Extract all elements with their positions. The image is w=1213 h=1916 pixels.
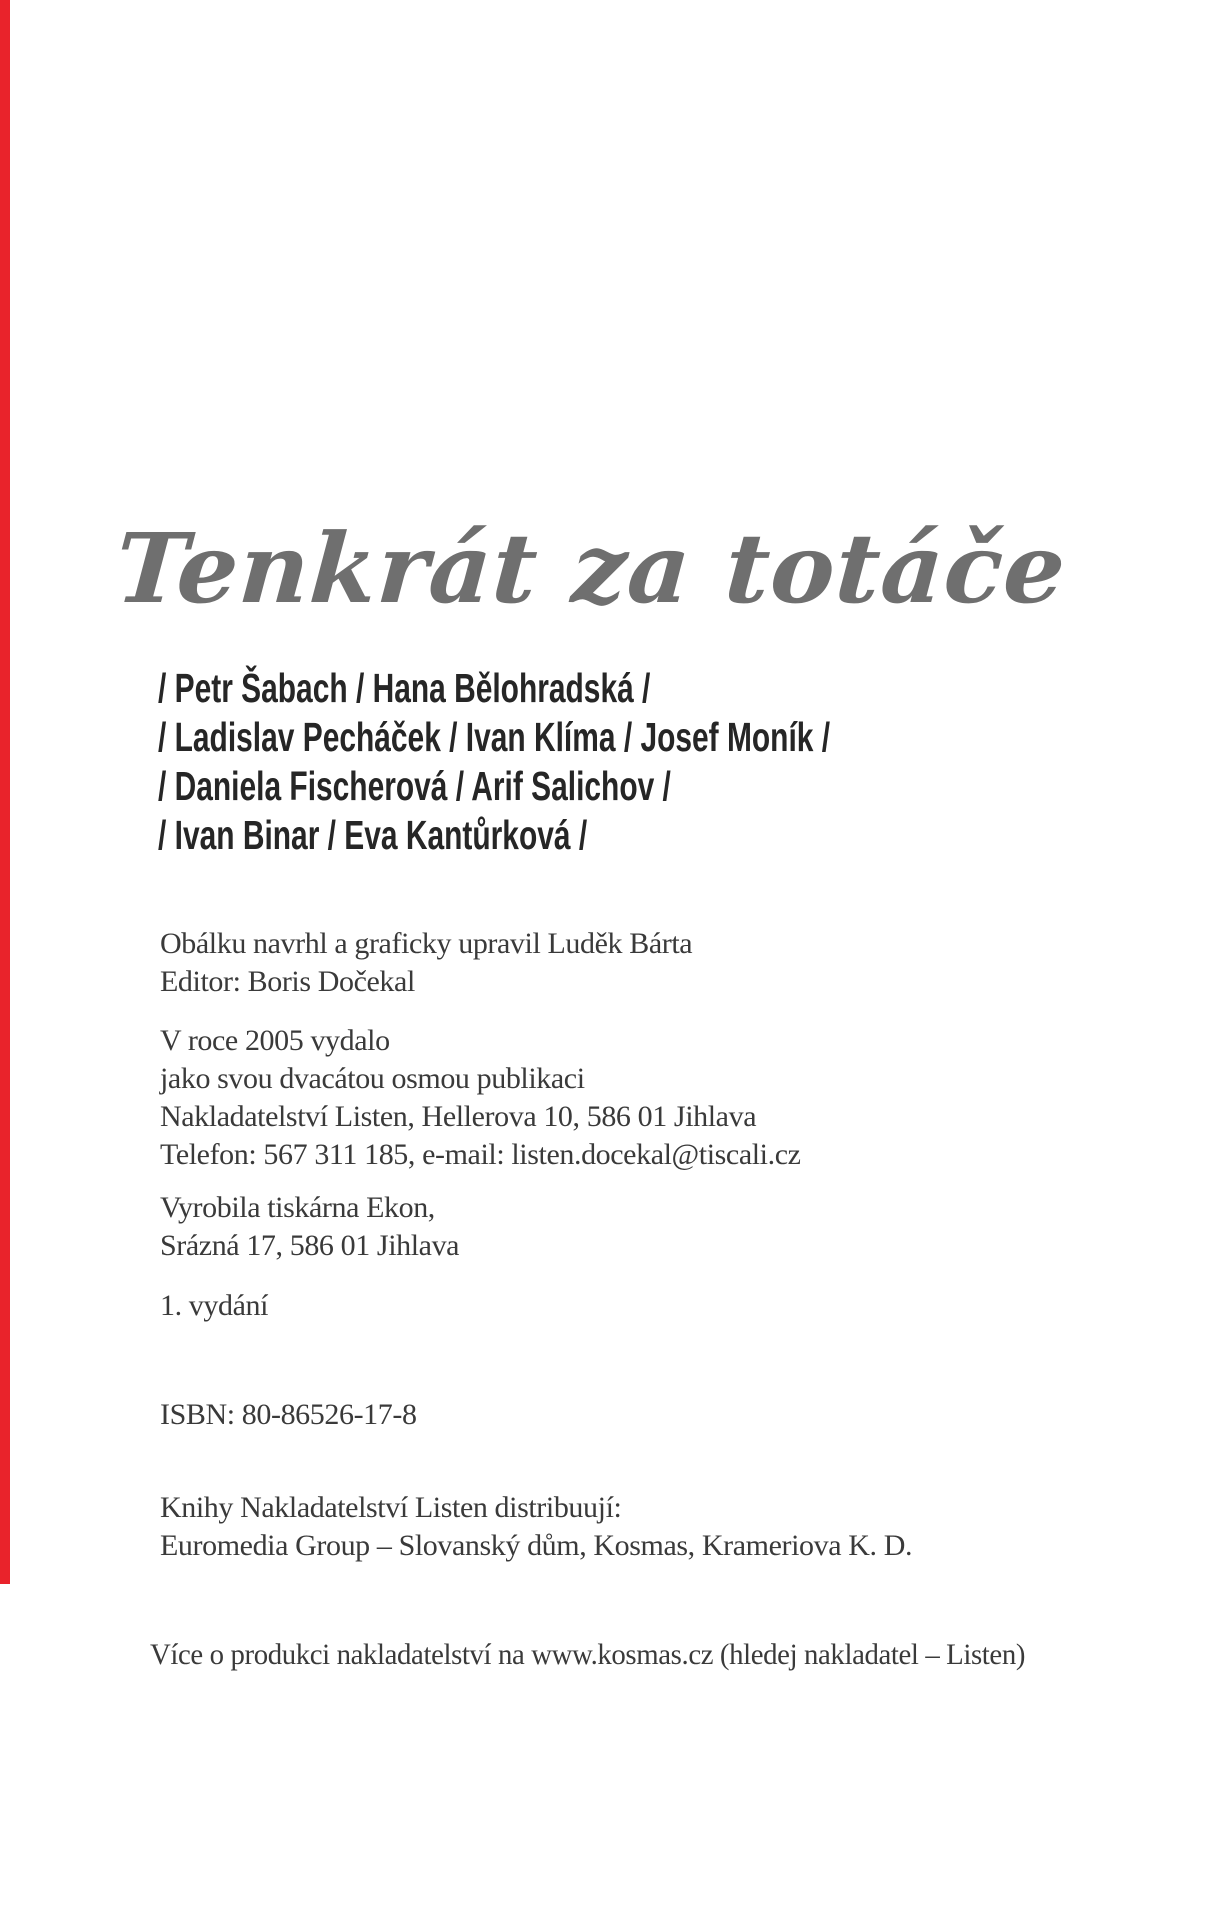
distribution-heading-line: Knihy Nakladatelství Listen distribuují:	[160, 1491, 622, 1524]
publisher-contact-line: Telefon: 567 311 185, e-mail: listen.docekal@tiscali.cz	[160, 1138, 801, 1171]
credits-block	[160, 925, 692, 1001]
author-line-4: / Ivan Binar / Eva Kantůrková /	[158, 812, 588, 858]
distribution-block	[160, 1489, 912, 1565]
design-credit-line: Obálku navrhl a graficky upravil Luděk Bárta	[160, 927, 693, 960]
printer-block	[160, 1189, 459, 1265]
distribution-partners-line: Euromedia Group – Slovanský dům, Kosmas, Krameriova K. D.	[160, 1529, 913, 1562]
publication-year-line: V roce 2005 vydalo	[160, 1024, 390, 1057]
author-line-3: / Daniela Fischerová / Arif Salichov /	[158, 763, 671, 809]
publisher-address-line: Nakladatelství Listen, Hellerova 10, 586 01 Jihlava	[160, 1100, 757, 1133]
website-note-text: Více o produkci nakladatelství na www.kosmas.cz (hledej nakladatel – Listen)	[150, 1638, 1026, 1671]
edition-line	[160, 1287, 268, 1325]
website-note-line	[150, 1636, 1025, 1674]
author-line-2: / Ladislav Pecháček / Ivan Klíma / Josef Moník /	[158, 714, 831, 760]
author-line-1: / Petr Šabach / Hana Bělohradská /	[158, 665, 651, 711]
editor-line: Editor: Boris Dočekal	[160, 965, 415, 998]
isbn-text: ISBN: 80-86526-17-8	[160, 1398, 417, 1431]
authors-block	[158, 664, 1079, 860]
imprint-block	[160, 1022, 801, 1174]
scan-edge-stripe	[0, 0, 10, 1584]
printer-address-line: Srázná 17, 586 01 Jihlava	[160, 1229, 460, 1262]
book-title-logo: Tenkrát za totáče	[112, 512, 1070, 625]
publication-number-line: jako svou dvacátou osmou publikaci	[160, 1062, 585, 1095]
edition-text: 1. vydání	[160, 1289, 269, 1322]
isbn-line	[160, 1396, 417, 1434]
printer-name-line: Vyrobila tiskárna Ekon,	[160, 1191, 435, 1224]
